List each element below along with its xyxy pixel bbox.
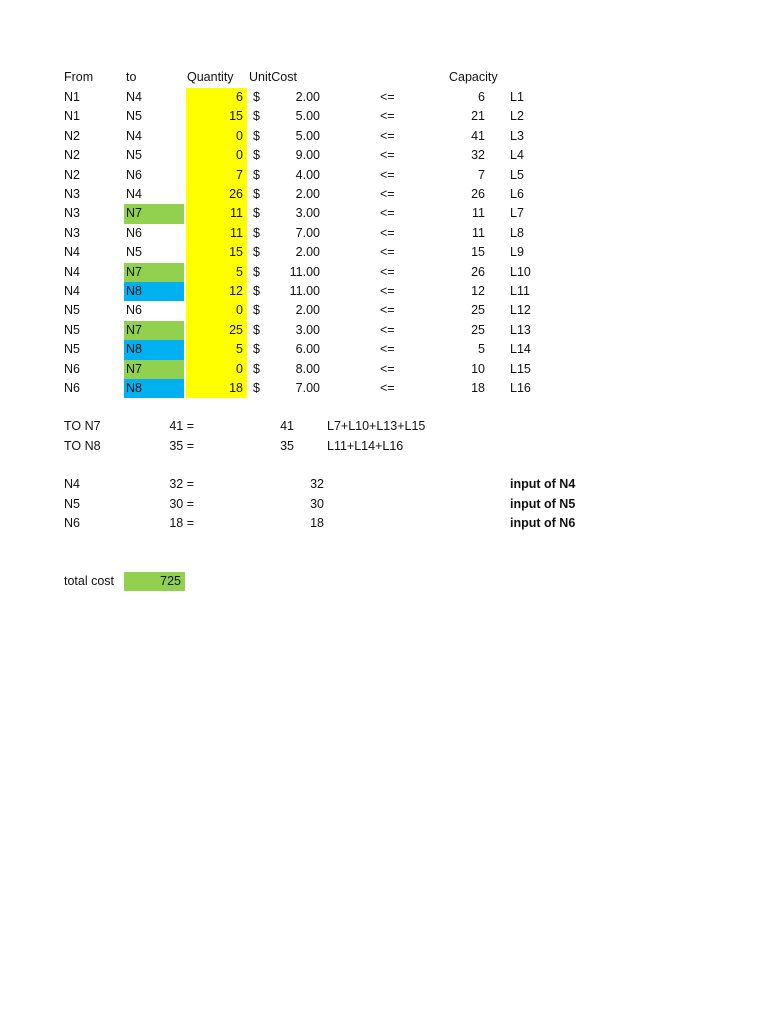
cell-quantity[interactable]: 0	[186, 360, 247, 379]
cell-quantity[interactable]: 0	[186, 127, 247, 146]
cell-constraint-label[interactable]: L15	[510, 361, 531, 376]
total-cost-label[interactable]: total cost	[64, 574, 115, 588]
cell-capacity[interactable]: 15	[471, 245, 485, 260]
cell-to[interactable]: N8	[124, 282, 184, 301]
cell-operator[interactable]: <=	[380, 109, 395, 124]
cell-operator[interactable]: <=	[380, 342, 395, 357]
cell-capacity[interactable]: 25	[471, 322, 485, 337]
cell-unit-cost[interactable]: 3.00	[295, 322, 320, 337]
balance-rhs-n5[interactable]: 30	[310, 497, 324, 511]
cell-from[interactable]: N5	[64, 322, 80, 337]
cell-quantity[interactable]: 11	[186, 204, 247, 223]
cell-constraint-label[interactable]: L4	[510, 148, 524, 163]
cell-to[interactable]: N6	[126, 167, 142, 182]
cell-to[interactable]: N5	[126, 109, 142, 124]
cell-currency[interactable]: $	[253, 90, 260, 104]
cell-capacity[interactable]: 26	[471, 187, 485, 201]
cell-capacity[interactable]: 18	[471, 381, 485, 395]
cell-currency[interactable]: $	[253, 167, 260, 182]
cell-quantity[interactable]: 18	[186, 379, 247, 398]
cell-constraint-label[interactable]: L14	[510, 342, 531, 357]
cell-unit-cost[interactable]: 2.00	[295, 245, 320, 260]
cell-currency[interactable]: $	[253, 206, 260, 221]
cell-quantity[interactable]: 26	[186, 185, 247, 204]
cell-currency[interactable]: $	[253, 284, 260, 298]
cell-to[interactable]: N4	[126, 128, 142, 143]
cell-currency[interactable]: $	[253, 245, 260, 260]
cell-unit-cost[interactable]: 7.00	[295, 225, 320, 240]
cell-operator[interactable]: <=	[380, 264, 395, 279]
cell-currency[interactable]: $	[253, 361, 260, 376]
cell-unit-cost[interactable]: 11.00	[289, 284, 320, 298]
cell-unit-cost[interactable]: 9.00	[295, 148, 320, 163]
cell-capacity[interactable]: 21	[471, 109, 485, 124]
cell-constraint-label[interactable]: L5	[510, 167, 524, 182]
header-to[interactable]: to	[126, 70, 137, 84]
cell-capacity[interactable]: 7	[478, 167, 485, 182]
cell-to[interactable]: N7	[124, 204, 184, 223]
cell-constraint-label[interactable]: L13	[510, 322, 531, 337]
cell-constraint-label[interactable]: L7	[510, 206, 524, 221]
cell-currency[interactable]: $	[253, 148, 260, 163]
balance-rhs-n6[interactable]: 18	[310, 516, 324, 530]
balance-note-n6[interactable]: input of N6	[510, 516, 576, 530]
cell-quantity[interactable]: 0	[186, 146, 247, 165]
cell-capacity[interactable]: 41	[471, 128, 485, 143]
cell-quantity[interactable]: 25	[186, 321, 247, 340]
cell-currency[interactable]: $	[253, 381, 260, 395]
cell-from[interactable]: N5	[64, 303, 80, 318]
cell-from[interactable]: N2	[64, 148, 80, 163]
cell-currency[interactable]: $	[253, 109, 260, 124]
cell-unit-cost[interactable]: 3.00	[295, 206, 320, 221]
balance-lhs-n4[interactable]: 32 =	[169, 477, 194, 491]
cell-operator[interactable]: <=	[380, 284, 395, 298]
cell-to[interactable]: N8	[124, 379, 184, 398]
dest-lhs-n7[interactable]: 41 =	[169, 419, 194, 433]
cell-to[interactable]: N7	[124, 321, 184, 340]
cell-from[interactable]: N2	[64, 167, 80, 182]
cell-capacity[interactable]: 5	[478, 342, 485, 357]
cell-operator[interactable]: <=	[380, 381, 395, 395]
header-from[interactable]: From	[64, 70, 94, 84]
cell-to[interactable]: N5	[126, 148, 142, 163]
cell-currency[interactable]: $	[253, 225, 260, 240]
balance-label-n6[interactable]: N6	[64, 516, 80, 530]
cell-capacity[interactable]: 6	[478, 90, 485, 104]
cell-unit-cost[interactable]: 4.00	[295, 167, 320, 182]
cell-to[interactable]: N7	[124, 360, 184, 379]
cell-quantity[interactable]: 11	[186, 224, 247, 243]
cell-to[interactable]: N7	[124, 263, 184, 282]
cell-capacity[interactable]: 26	[471, 264, 485, 279]
cell-operator[interactable]: <=	[380, 225, 395, 240]
cell-to[interactable]: N6	[126, 303, 142, 318]
cell-from[interactable]: N4	[64, 245, 80, 260]
cell-from[interactable]: N2	[64, 128, 80, 143]
cell-constraint-label[interactable]: L3	[510, 128, 524, 143]
cell-to[interactable]: N6	[126, 225, 142, 240]
cell-unit-cost[interactable]: 11.00	[289, 264, 320, 279]
cell-to[interactable]: N4	[126, 90, 142, 104]
cell-constraint-label[interactable]: L8	[510, 225, 524, 240]
cell-capacity[interactable]: 32	[471, 148, 485, 163]
cell-from[interactable]: N4	[64, 284, 80, 298]
balance-lhs-n6[interactable]: 18 =	[169, 516, 194, 530]
total-cost-value[interactable]: 725	[124, 572, 185, 591]
balance-rhs-n4[interactable]: 32	[310, 477, 324, 491]
cell-unit-cost[interactable]: 6.00	[295, 342, 320, 357]
cell-unit-cost[interactable]: 2.00	[295, 90, 320, 104]
header-capacity[interactable]: Capacity	[449, 70, 498, 84]
cell-quantity[interactable]: 0	[186, 301, 247, 320]
cell-operator[interactable]: <=	[380, 187, 395, 201]
cell-quantity[interactable]: 7	[186, 166, 247, 185]
cell-operator[interactable]: <=	[380, 90, 395, 104]
cell-constraint-label[interactable]: L1	[510, 90, 524, 104]
cell-unit-cost[interactable]: 5.00	[295, 128, 320, 143]
cell-quantity[interactable]: 12	[186, 282, 247, 301]
balance-lhs-n5[interactable]: 30 =	[169, 497, 194, 511]
cell-operator[interactable]: <=	[380, 206, 395, 221]
cell-operator[interactable]: <=	[380, 303, 395, 318]
header-quantity[interactable]: Quantity	[187, 70, 234, 84]
cell-quantity[interactable]: 15	[186, 107, 247, 126]
cell-constraint-label[interactable]: L6	[510, 187, 524, 201]
cell-from[interactable]: N1	[64, 109, 80, 124]
cell-unit-cost[interactable]: 2.00	[295, 303, 320, 318]
cell-from[interactable]: N6	[64, 361, 80, 376]
cell-quantity[interactable]: 5	[186, 340, 247, 359]
cell-currency[interactable]: $	[253, 264, 260, 279]
cell-quantity[interactable]: 6	[186, 88, 247, 107]
cell-quantity[interactable]: 5	[186, 263, 247, 282]
dest-lhs-n8[interactable]: 35 =	[169, 439, 194, 453]
cell-from[interactable]: N3	[64, 206, 80, 221]
cell-from[interactable]: N4	[64, 264, 80, 279]
cell-unit-cost[interactable]: 5.00	[295, 109, 320, 124]
cell-unit-cost[interactable]: 8.00	[295, 361, 320, 376]
dest-formula-n8[interactable]: L11+L14+L16	[327, 439, 404, 453]
cell-quantity[interactable]: 15	[186, 243, 247, 262]
cell-currency[interactable]: $	[253, 128, 260, 143]
cell-to[interactable]: N8	[124, 340, 184, 359]
header-unit-cost[interactable]: UnitCost	[249, 70, 297, 84]
cell-capacity[interactable]: 11	[472, 225, 485, 240]
cell-constraint-label[interactable]: L9	[510, 245, 524, 260]
cell-from[interactable]: N1	[64, 90, 80, 104]
cell-from[interactable]: N6	[64, 381, 80, 395]
cell-capacity[interactable]: 12	[471, 284, 485, 298]
cell-constraint-label[interactable]: L11	[510, 284, 530, 298]
cell-constraint-label[interactable]: L10	[510, 264, 531, 279]
cell-capacity[interactable]: 25	[471, 303, 485, 318]
cell-from[interactable]: N3	[64, 225, 80, 240]
dest-rhs-n8[interactable]: 35	[280, 439, 294, 453]
balance-note-n4[interactable]: input of N4	[510, 477, 576, 491]
cell-constraint-label[interactable]: L12	[510, 303, 531, 318]
cell-from[interactable]: N5	[64, 342, 80, 357]
dest-formula-n7[interactable]: L7+L10+L13+L15	[327, 419, 426, 433]
cell-operator[interactable]: <=	[380, 167, 395, 182]
balance-label-n4[interactable]: N4	[64, 477, 80, 491]
balance-note-n5[interactable]: input of N5	[510, 497, 576, 511]
cell-currency[interactable]: $	[253, 322, 260, 337]
cell-capacity[interactable]: 11	[472, 206, 485, 221]
cell-from[interactable]: N3	[64, 187, 80, 201]
cell-operator[interactable]: <=	[380, 322, 395, 337]
cell-currency[interactable]: $	[253, 342, 260, 357]
cell-operator[interactable]: <=	[380, 148, 395, 163]
cell-operator[interactable]: <=	[380, 245, 395, 260]
cell-operator[interactable]: <=	[380, 128, 395, 143]
cell-operator[interactable]: <=	[380, 361, 395, 376]
cell-capacity[interactable]: 10	[471, 361, 485, 376]
balance-label-n5[interactable]: N5	[64, 497, 80, 511]
cell-constraint-label[interactable]: L16	[510, 381, 531, 395]
dest-rhs-n7[interactable]: 41	[280, 419, 294, 433]
cell-to[interactable]: N5	[126, 245, 142, 260]
cell-unit-cost[interactable]: 2.00	[295, 187, 320, 201]
cell-constraint-label[interactable]: L2	[510, 109, 524, 124]
cell-currency[interactable]: $	[253, 303, 260, 318]
cell-unit-cost[interactable]: 7.00	[295, 381, 320, 395]
dest-label-n8[interactable]: TO N8	[64, 439, 101, 453]
dest-label-n7[interactable]: TO N7	[64, 419, 101, 433]
cell-to[interactable]: N4	[126, 187, 142, 201]
cell-currency[interactable]: $	[253, 187, 260, 201]
